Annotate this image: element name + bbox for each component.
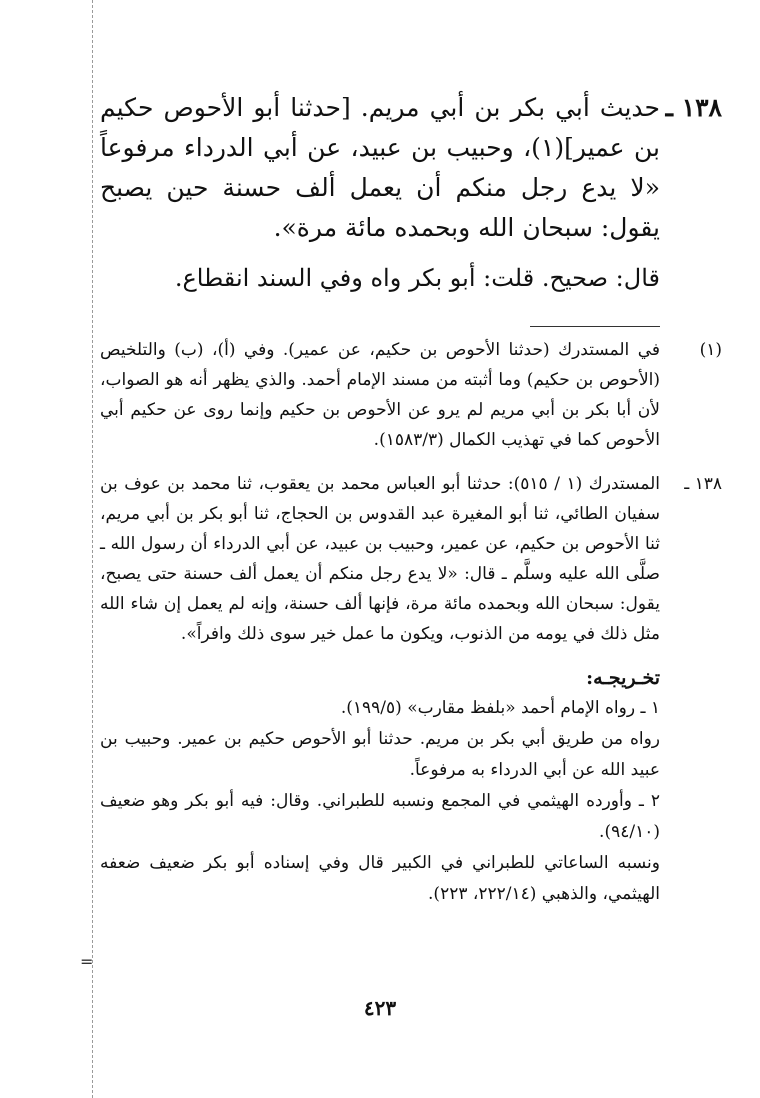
takhrij-line-4: ونسبه الساعاتي للطبراني في الكبير قال وفي إسناده أبو بكر ضعيف ضعفه الهيثمي، والذهبي (٢٢٢/١٤، ٢٢٣). (100, 853, 660, 904)
takhrij-heading: تخـريجـه: (586, 667, 660, 689)
footnote-1-text: في المستدرك (حدثنا الأحوص بن حكيم، عن عمير). وفي (أ)، (ب) والتلخيص (الأحوص بن حكيم) وما أثبته من مسند الإمام أحمد. والذي يظهر أنه هو الصواب، لأن أبا بكر بن أبي مريم لم يرو عن الأحوص بن حكيم وإنما روى عن حكيم أبي الأحوص كما في تهذيب الكمال (١٥٨٣/٣). (100, 340, 660, 450)
page-body (100, 88, 722, 910)
footnote-1-number: (١) (699, 340, 722, 360)
hadith-number: ١٣٨ ـ (665, 93, 722, 122)
takhrij-line-2: رواه من طريق أبي بكر بن مريم. حدثنا أبو الأحوص حكيم بن عمير. وحبيب بن عبيد الله عن أبي الدرداء به مرفوعاً. (100, 729, 660, 780)
footnote-1 (100, 335, 722, 455)
hadith-text: حديث أبي بكر بن أبي مريم. [حدثنا أبو الأحوص حكيم بن عمير](١)، وحبيب بن عبيد، عن أبي الدرداء مرفوعاً «لا يدع رجل منكم أن يعمل ألف حسنة حين يصبح يقول: سبحان الله وبحمده مائة مرة». (100, 93, 660, 242)
page-number: ٤٢٣ (363, 996, 397, 1020)
source-section (100, 469, 722, 649)
main-hadith (100, 88, 722, 248)
takhrij-line-3: ٢ ـ وأورده الهيثمي في المجمع ونسبه للطبراني. وقال: فيه أبو بكر وهو ضعيف (٩٤/١٠). (100, 791, 660, 842)
takhrij-line-1: ١ ـ رواه الإمام أحمد «بلفظ مقارب» (١٩٩/٥). (340, 698, 660, 718)
hadith-verdict: قال: صحيح. قلت: أبو بكر واه وفي السند انقطاع. (174, 264, 660, 292)
source-text: المستدرك (١ / ٥١٥): حدثنا أبو العباس محمد بن يعقوب، ثنا محمد بن عوف بن سفيان الطائي، ثنا أبو المغيرة عبد القدوس بن الحجاج، ثنا أبو بكر بن أبي مريم، ثنا الأحوص بن حكيم، عن عمير، وحبيب بن عبيد، عن أبي الدرداء أن رسول الله ـ صلَّى الله عليه وسلَّم ـ قال: «لا يدع رجل منكم أن يعمل ألف حسنة حتى يصبح، يقول: سبحان الله وبحمده مائة مرة، فإنها ألف حسنة، وإنه لم يعمل إن شاء الله مثل ذلك في يومه من الذنوب، ويكون ما عمل خير سوى ذلك وافراً». (100, 474, 660, 644)
footnote-separator (530, 326, 660, 327)
margin-mark: = (80, 952, 94, 971)
margin-dashed-line (92, 0, 93, 1098)
source-number: ١٣٨ ـ (684, 474, 722, 494)
